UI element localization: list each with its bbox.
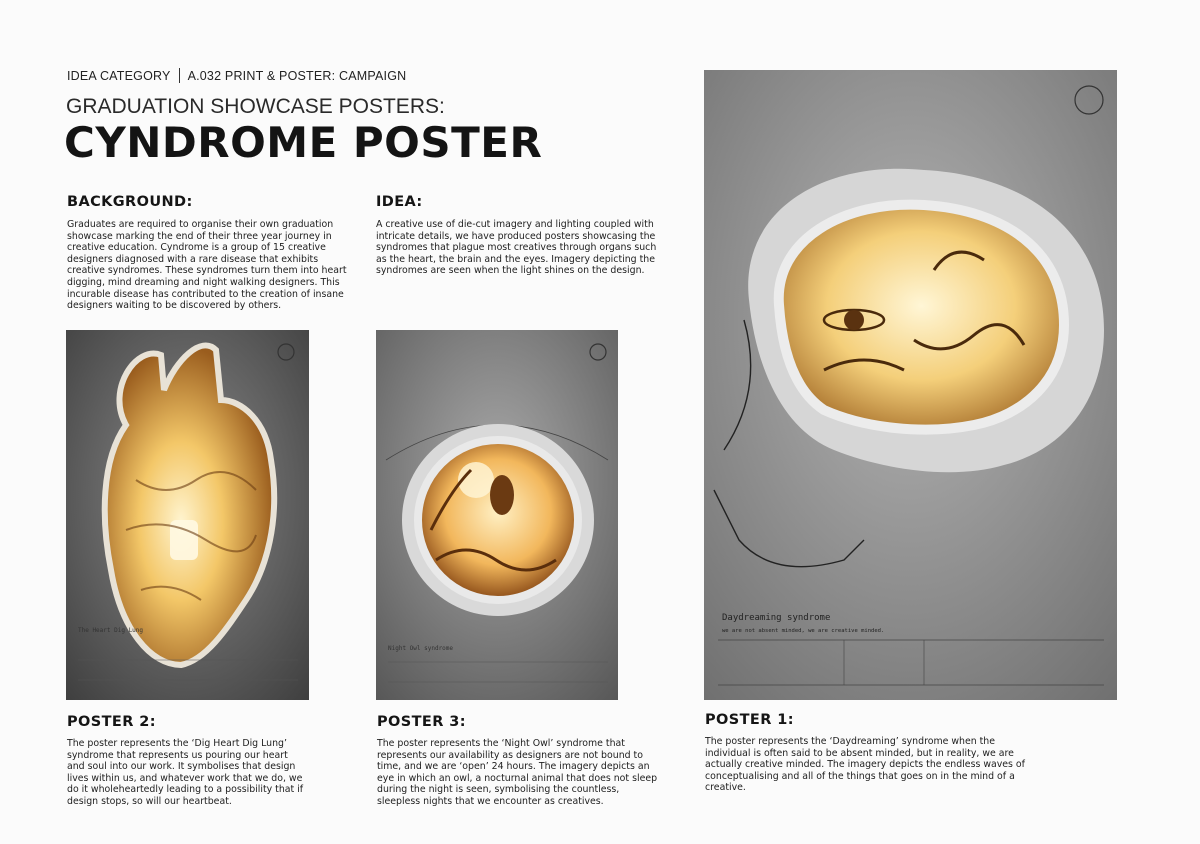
poster1-body: The poster represents the ‘Daydreaming’ syndrome when the individual is often said to be absent minded, but in reality, we are actually creative minded. The imagery depicts the endless waves of conceptualising and all of the things that goes on in the mind of a creative. [705,736,1025,794]
svg-text:Night Owl syndrome: Night Owl syndrome [388,645,454,652]
poster3-heading: POSTER 3: [377,714,466,730]
poster2-heading: POSTER 2: [67,714,156,730]
category-value: A.032 PRINT & POSTER: CAMPAIGN [187,69,407,83]
idea-body: A creative use of die-cut imagery and lighting coupled with intricate details, we have produced posters showcasing the syndromes that plague most creatives through organs such as the heart, the brain and the eyes. Imagery depicting the syndromes are seen when the light shines on the design. [376,219,657,277]
svg-text:we are not absent minded, we a: we are not absent minded, we are creative minded. [722,628,885,634]
owl-eye-papercut-image [376,330,618,700]
svg-text:Daydreaming syndrome: Daydreaming syndrome [722,613,831,623]
poster3-body: The poster represents the ‘Night Owl’ syndrome that represents our availability as designers are not bound to time, and we are ‘open’ 24 hours. The imagery depicts an eye in which an owl, a nocturnal animal that does not sleep during the night is seen, symbolising the countless, sleepless nights that we encounter as creatives. [377,738,658,807]
idea-heading: IDEA: [376,194,423,210]
background-body: Graduates are required to organise their own graduation showcase marking the end of their three year journey in creative education. Cyndrome is a group of 15 creative designers diagnosed with a rare disease that exhibits creative syndromes. These syndromes turn them into heart digging, mind dreaming and night walking designers. This incurable disease has contributed to the creation of insane designers waiting to be discovered by others. [67,219,347,312]
heart-papercut-image [66,330,309,700]
idea-category [67,68,406,83]
category-divider [179,68,180,83]
page-title: CYNDROME POSTER [64,118,543,167]
brain-papercut-image [704,70,1117,700]
background-heading: BACKGROUND: [67,194,193,210]
category-label: IDEA CATEGORY [67,69,171,83]
poster2-body: The poster represents the ‘Dig Heart Dig Lung’ syndrome that represents us pouring our heart and soul into our work. It symbolises that design lives within us, and whatever work that we do, we do it wholeheartedly leading to a possibility that if design stops, so will our heartbeat. [67,738,304,807]
poster1-heading: POSTER 1: [705,712,794,728]
svg-text:The Heart Dig Lung: The Heart Dig Lung [78,627,144,634]
page-subtitle: GRADUATION SHOWCASE POSTERS: [66,95,445,118]
